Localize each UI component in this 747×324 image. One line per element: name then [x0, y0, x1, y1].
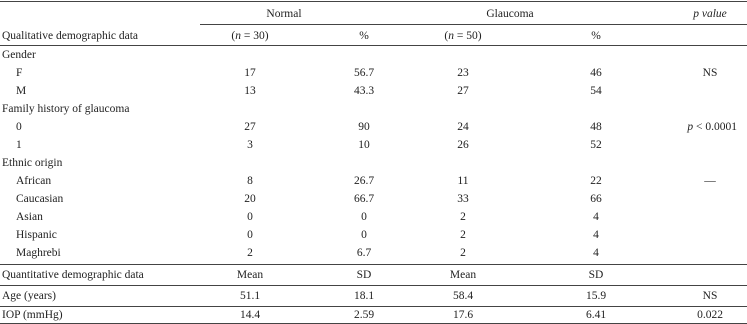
normal-percent: 0	[361, 229, 367, 241]
glaucoma-count: 26	[457, 139, 469, 151]
normal-mean: 14.4	[239, 309, 261, 321]
p-value-heading: p value	[693, 8, 727, 20]
normal-pct-heading: %	[359, 30, 369, 42]
normal-sd-heading: SD	[356, 269, 372, 281]
row-label: Age (years)	[2, 290, 56, 302]
glaucoma-percent: 48	[590, 121, 602, 133]
glaucoma-group-heading: Glaucoma	[486, 8, 534, 20]
normal-percent: 66.7	[353, 193, 375, 205]
normal-count: 0	[247, 229, 253, 241]
table-row	[0, 190, 747, 208]
top-rule	[0, 1, 747, 2]
normal-percent: 6.7	[356, 247, 372, 259]
glaucoma-count: 11	[457, 175, 469, 187]
glaucoma-percent: 46	[590, 67, 602, 79]
glaucoma-percent: 66	[590, 193, 602, 205]
normal-mean-heading: Mean	[236, 269, 264, 281]
normal-count: 27	[244, 121, 256, 133]
table-row	[0, 118, 747, 136]
glaucoma-sd: 15.9	[585, 290, 607, 302]
glaucoma-mean: 58.4	[452, 290, 474, 302]
p-value: 0.022	[697, 309, 723, 321]
normal-percent: 10	[358, 139, 370, 151]
glaucoma-count: 23	[457, 67, 469, 79]
normal-mean: 51.1	[239, 290, 261, 302]
normal-count: 13	[244, 85, 256, 97]
section-gender	[0, 46, 747, 64]
quantitative-heading: Quantitative demographic data	[2, 269, 144, 281]
normal-percent: 56.7	[353, 67, 375, 79]
quantitative-top-rule	[0, 264, 747, 265]
section-ethnic-origin	[0, 154, 747, 172]
quantitative-header-row	[0, 266, 747, 284]
glaucoma-percent: 4	[593, 247, 599, 259]
table-row	[0, 306, 747, 324]
section-family-history	[0, 100, 747, 118]
normal-percent: 0	[361, 211, 367, 223]
normal-n-heading: (n = 30)	[231, 30, 269, 42]
table-row	[0, 64, 747, 82]
table-row	[0, 82, 747, 100]
normal-count: 2	[247, 247, 253, 259]
glaucoma-percent: 52	[590, 139, 602, 151]
row-label: 1	[16, 139, 22, 151]
normal-percent: 43.3	[353, 85, 375, 97]
row-label: F	[16, 67, 23, 79]
row-label: 0	[16, 121, 22, 133]
glaucoma-count: 33	[457, 193, 469, 205]
glaucoma-pct-heading: %	[591, 30, 601, 42]
section-label: Gender	[2, 49, 36, 61]
p-value: NS	[702, 290, 718, 302]
row-label: M	[16, 85, 27, 97]
row-label: Caucasian	[16, 193, 64, 205]
normal-percent: 90	[358, 121, 370, 133]
row-label: Asian	[16, 211, 43, 223]
row-label: African	[16, 175, 52, 187]
p-value: NS	[702, 67, 718, 79]
glaucoma-percent: 4	[593, 211, 599, 223]
normal-count: 20	[244, 193, 256, 205]
glaucoma-sd: 6.41	[585, 309, 607, 321]
table-row	[0, 244, 747, 262]
p-value: p < 0.0001	[687, 121, 737, 133]
qualitative-header-row	[0, 27, 747, 45]
normal-count: 8	[247, 175, 253, 187]
normal-sd: 18.1	[353, 290, 375, 302]
section-label: Ethnic origin	[2, 157, 63, 169]
glaucoma-sd-heading: SD	[588, 269, 604, 281]
table-row	[0, 226, 747, 244]
glaucoma-mean-heading: Mean	[449, 269, 477, 281]
glaucoma-percent: 54	[590, 85, 602, 97]
qualitative-heading: Qualitative demographic data	[2, 30, 139, 42]
glaucoma-count: 24	[457, 121, 469, 133]
glaucoma-count: 27	[457, 85, 469, 97]
table-row	[0, 287, 747, 305]
p-value: —	[704, 175, 716, 187]
normal-count: 17	[244, 67, 256, 79]
normal-group-heading: Normal	[266, 8, 302, 20]
section-label: Family history of glaucoma	[2, 103, 130, 115]
table-row	[0, 208, 747, 226]
normal-sd: 2.59	[353, 309, 375, 321]
normal-count: 0	[247, 211, 253, 223]
glaucoma-count: 2	[460, 211, 466, 223]
glaucoma-count: 2	[460, 247, 466, 259]
row-label: Maghrebi	[16, 247, 61, 259]
glaucoma-percent: 22	[590, 175, 602, 187]
normal-count: 3	[247, 139, 253, 151]
glaucoma-n-heading: (n = 50)	[444, 30, 482, 42]
quantitative-header-rule	[0, 285, 747, 286]
glaucoma-mean: 17.6	[452, 309, 474, 321]
group-header-rule	[200, 24, 747, 25]
glaucoma-count: 2	[460, 229, 466, 241]
table-row	[0, 172, 747, 190]
group-header-row	[0, 5, 747, 23]
row-label: IOP (mmHg)	[2, 309, 63, 321]
table-row	[0, 136, 747, 154]
row-label: Hispanic	[16, 229, 57, 241]
normal-percent: 26.7	[353, 175, 375, 187]
glaucoma-percent: 4	[593, 229, 599, 241]
